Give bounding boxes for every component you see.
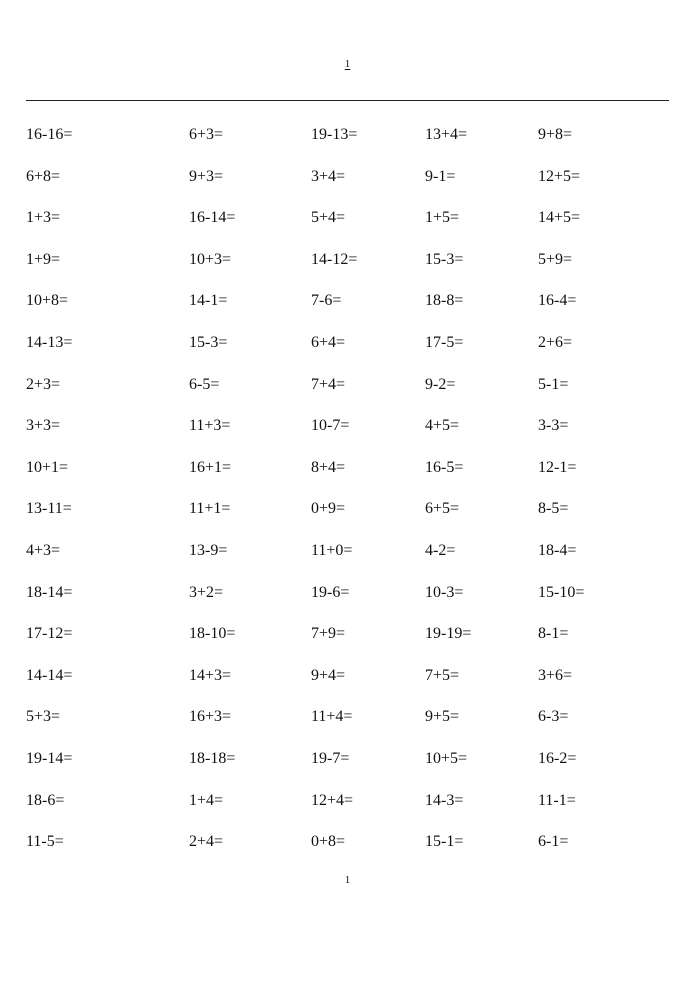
arithmetic-problem: 14+3= [189,666,232,684]
header-page-number [0,58,695,70]
footer-page-number: 1 [344,874,351,886]
arithmetic-problem: 9-2= [425,375,456,393]
problem-row [26,115,669,157]
problem-row [26,781,669,823]
arithmetic-problem: 3+3= [26,417,61,435]
arithmetic-problem: 18-18= [189,749,236,767]
arithmetic-problem: 7+4= [311,375,346,393]
arithmetic-problem: 14-1= [189,292,228,310]
arithmetic-problem: 9-1= [425,167,456,185]
problem-row [26,198,669,240]
arithmetic-problem: 8-5= [538,500,569,518]
arithmetic-problem: 4+3= [26,541,61,559]
header-divider [26,100,669,101]
arithmetic-problem: 5+4= [311,209,346,227]
problem-row [26,531,669,573]
arithmetic-problem: 7+9= [311,625,346,643]
arithmetic-problem: 18-6= [26,791,65,809]
arithmetic-problem: 1+4= [189,791,224,809]
arithmetic-problem: 5-1= [538,375,569,393]
problem-row [26,614,669,656]
arithmetic-problem: 16-16= [26,126,73,143]
arithmetic-problem: 12+5= [538,167,581,185]
problem-row [26,240,669,282]
problem-row [26,489,669,531]
arithmetic-problem: 5+3= [26,708,61,726]
arithmetic-problem: 3+2= [189,583,224,601]
arithmetic-problem: 18-4= [538,541,577,559]
arithmetic-problem: 3-3= [538,417,569,435]
arithmetic-problem: 11-5= [26,833,64,851]
arithmetic-problem: 15-3= [425,250,464,268]
problem-row [26,656,669,698]
arithmetic-problem: 16+3= [189,708,232,726]
arithmetic-problem: 14-13= [26,333,73,351]
problem-grid [26,115,669,864]
arithmetic-problem: 12+4= [311,791,354,809]
arithmetic-problem: 16-5= [425,458,464,476]
arithmetic-problem: 6-3= [538,708,569,726]
arithmetic-problem: 10-7= [311,417,350,435]
arithmetic-problem: 3+4= [311,167,346,185]
arithmetic-problem: 13+4= [425,126,468,143]
arithmetic-problem: 16-2= [538,749,577,767]
arithmetic-problem: 15-3= [189,333,228,351]
arithmetic-problem: 14-3= [425,791,464,809]
arithmetic-problem: 14+5= [538,209,581,227]
arithmetic-problem: 19-14= [26,749,73,767]
arithmetic-problem: 15-10= [538,583,585,601]
arithmetic-problem: 19-6= [311,583,350,601]
problem-row [26,281,669,323]
arithmetic-problem: 3+6= [538,666,573,684]
arithmetic-problem: 19-13= [311,126,358,143]
arithmetic-problem: 10+1= [26,458,69,476]
arithmetic-problem: 4+5= [425,417,460,435]
problem-row [26,406,669,448]
arithmetic-problem: 11-1= [538,791,576,809]
arithmetic-problem: 1+3= [26,209,61,227]
arithmetic-problem: 10+8= [26,292,69,310]
arithmetic-problem: 16-4= [538,292,577,310]
arithmetic-problem: 15-1= [425,833,464,851]
arithmetic-problem: 12-1= [538,458,577,476]
arithmetic-problem: 6+5= [425,500,460,518]
arithmetic-problem: 2+4= [189,833,224,851]
arithmetic-problem: 18-8= [425,292,464,310]
problem-row [26,822,669,864]
arithmetic-problem: 2+3= [26,375,61,393]
arithmetic-problem: 13-9= [189,541,228,559]
arithmetic-problem: 8+4= [311,458,346,476]
problem-row [26,323,669,365]
arithmetic-problem: 6+8= [26,167,61,185]
arithmetic-problem: 1+9= [26,250,61,268]
arithmetic-problem: 6+4= [311,333,346,351]
arithmetic-problem: 5+9= [538,250,573,268]
arithmetic-problem: 9+4= [311,666,346,684]
arithmetic-problem: 17-12= [26,625,73,643]
arithmetic-problem: 10-3= [425,583,464,601]
arithmetic-problem: 2+6= [538,333,573,351]
arithmetic-problem: 16+1= [189,458,232,476]
arithmetic-problem: 16-14= [189,209,236,227]
arithmetic-problem: 7-6= [311,292,342,310]
arithmetic-problem: 18-14= [26,583,73,601]
arithmetic-problem: 11+3= [189,417,231,435]
arithmetic-problem: 11+0= [311,541,353,559]
arithmetic-problem: 14-14= [26,666,73,684]
arithmetic-problem: 10+3= [189,250,232,268]
arithmetic-problem: 9+3= [189,167,224,185]
arithmetic-problem: 11+1= [189,500,231,518]
arithmetic-problem: 6+3= [189,126,224,143]
arithmetic-problem: 18-10= [189,625,236,643]
arithmetic-problem: 14-12= [311,250,358,268]
arithmetic-problem: 19-7= [311,749,350,767]
problem-row [26,697,669,739]
arithmetic-problem: 7+5= [425,666,460,684]
arithmetic-problem: 9+5= [425,708,460,726]
arithmetic-problem: 0+8= [311,833,346,851]
problem-row [26,157,669,199]
arithmetic-problem: 9+8= [538,126,573,143]
arithmetic-problem: 10+5= [425,749,468,767]
arithmetic-problem: 6-1= [538,833,569,851]
problem-row [26,448,669,490]
arithmetic-problem: 11+4= [311,708,353,726]
arithmetic-problem: 19-19= [425,625,472,643]
arithmetic-problem: 13-11= [26,500,72,518]
arithmetic-problem: 8-1= [538,625,569,643]
problem-row [26,573,669,615]
arithmetic-problem: 1+5= [425,209,460,227]
header-page-number-text: 1 [344,58,351,70]
problem-row [26,365,669,407]
problem-row [26,739,669,781]
arithmetic-problem: 6-5= [189,375,220,393]
arithmetic-problem: 17-5= [425,333,464,351]
arithmetic-problem: 4-2= [425,541,456,559]
arithmetic-problem: 0+9= [311,500,346,518]
